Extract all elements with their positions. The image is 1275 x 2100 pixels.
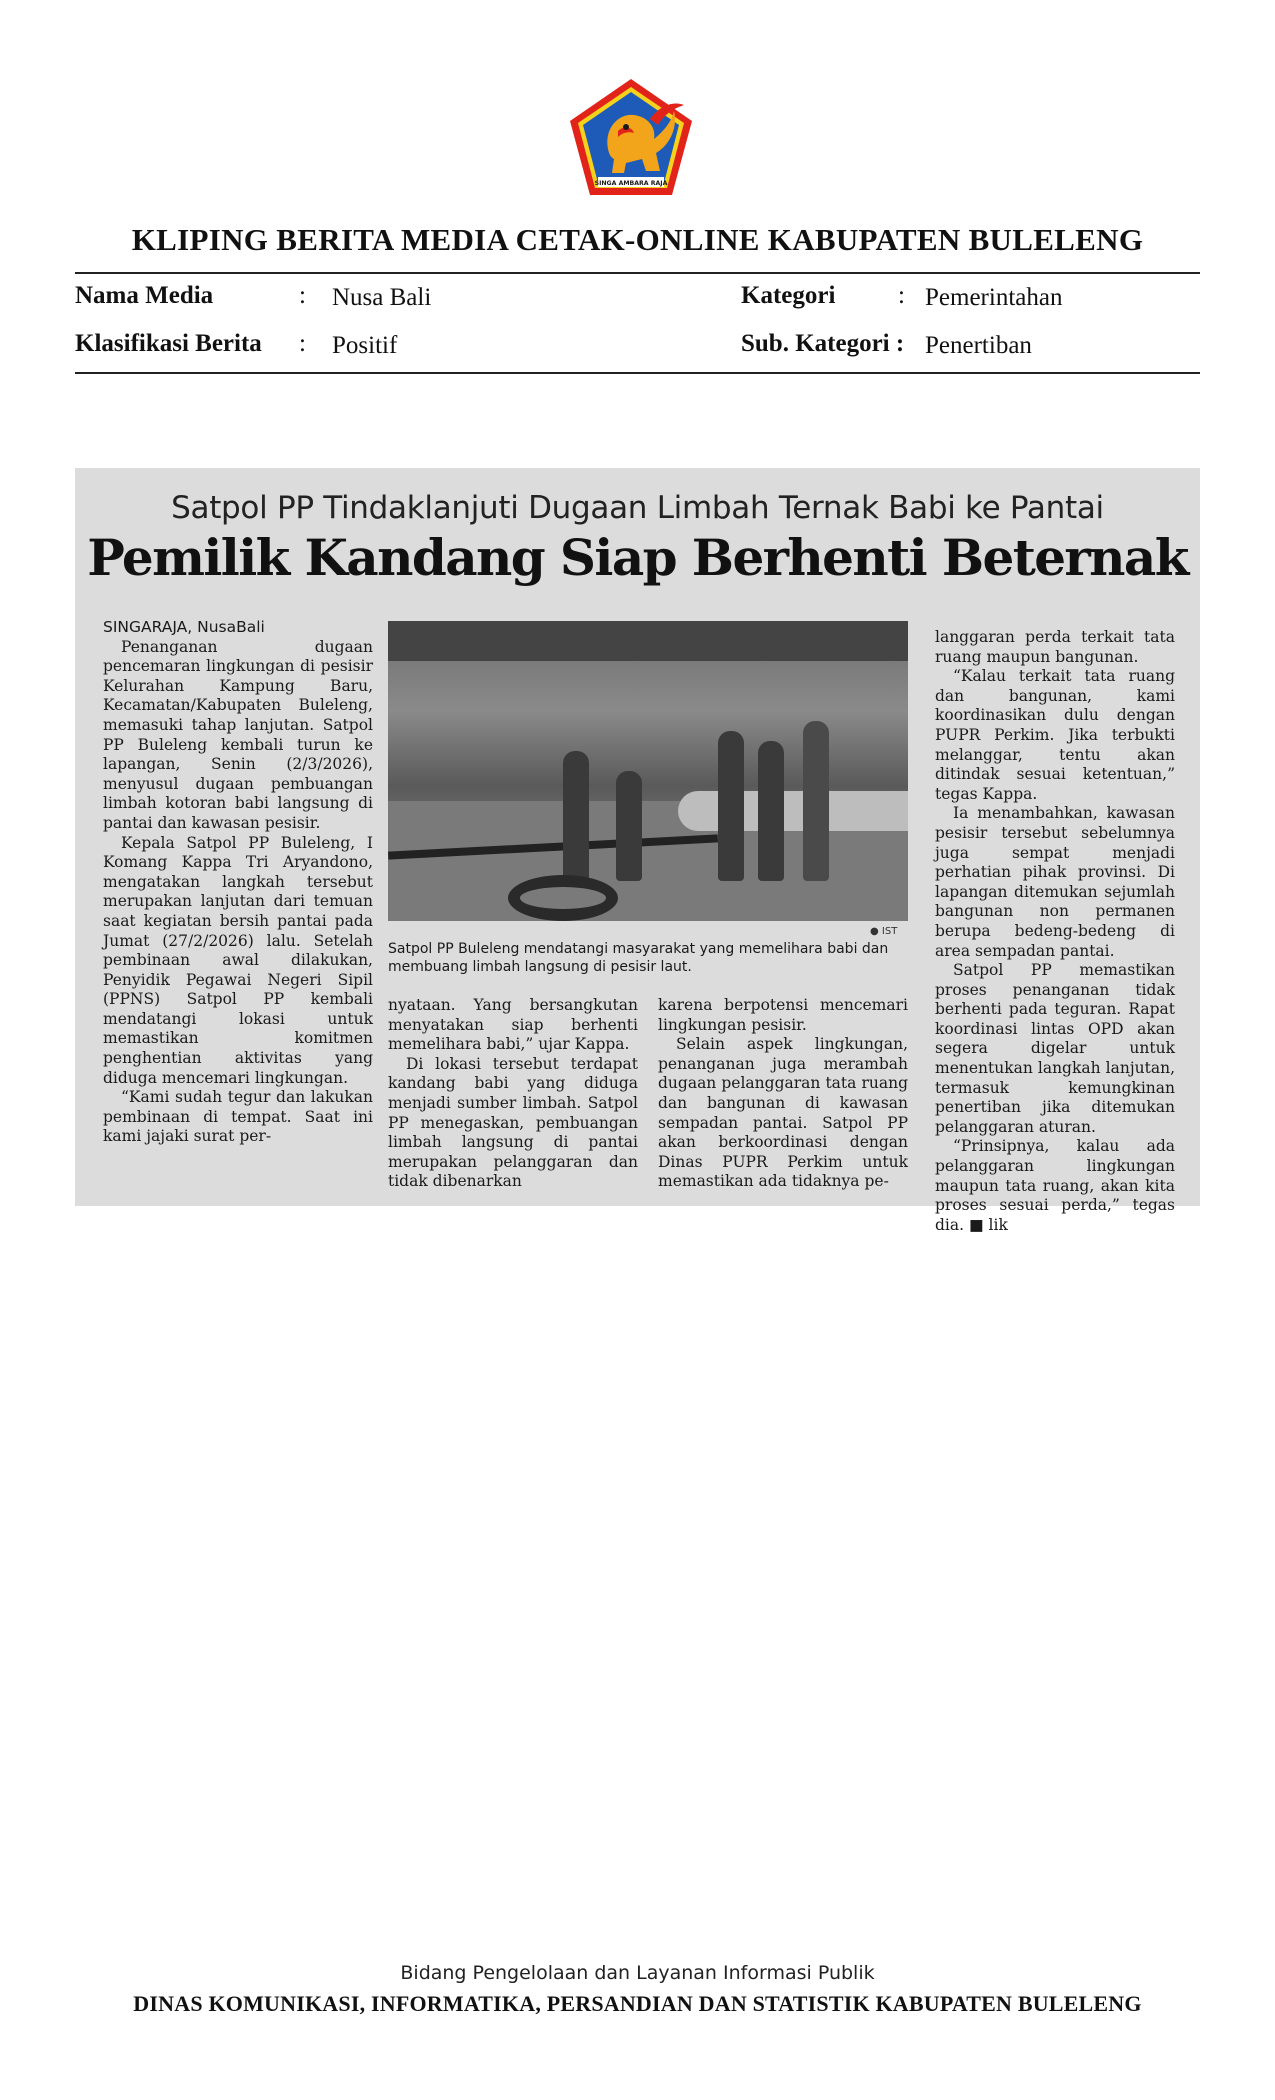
media-colon: : bbox=[299, 282, 306, 309]
column-4-paragraph: Ia menambahkan, kawasan pesisir tersebut sebelumnya juga sempat menjadi perhatian pihak provinsi. Di lapangan ditemukan sejumlah bangunan non permanen berupa bedeng-bedeng di area sempadan pantai. bbox=[935, 804, 1175, 960]
photo-boat-shape bbox=[678, 791, 908, 831]
photo-person-shape bbox=[803, 721, 829, 881]
column-1-paragraph: Kepala Satpol PP Buleleng, I Komang Kappa Tri Aryandono, mengatakan langkah tersebut merupakan lanjutan dari temuan saat kegiatan bersih pantai pada Jumat (27/2/2026) lalu. Setelah pembinaan awal dilakukan, Penyidik Pegawai Negeri Sipil (PPNS) Satpol PP kembali mendatangi lokasi untuk memastikan komitmen penghentian aktivitas yang diduga mencemari lingkungan. bbox=[103, 833, 373, 1087]
article-column-4 bbox=[935, 628, 1175, 1235]
column-2-paragraph: nyataan. Yang bersangkutan menyatakan siap berhenti memelihara babi,” ujar Kappa. bbox=[388, 996, 638, 1054]
logo-text: SINGA AMBARA RAJA bbox=[594, 180, 668, 187]
column-1-paragraph: Penanganan dugaan pencemaran lingkungan di pesisir Kelurahan Kampung Baru, Kecamatan/Kabupaten Buleleng, memasuki tahap lanjutan. Satpol PP Buleleng kembali turun ke lapangan, Senin (2/3/2026), menyusul dugaan pembuangan limbah kotoran babi langsung di pantai dan kawasan pesisir. bbox=[103, 637, 373, 832]
media-value: Nusa Bali bbox=[332, 284, 432, 311]
klasifikasi-label: Klasifikasi Berita bbox=[75, 330, 262, 357]
column-3-paragraph: karena berpotensi mencemari lingkungan pesisir. bbox=[658, 996, 908, 1034]
photo-person-shape bbox=[616, 771, 642, 881]
photo-person-shape bbox=[563, 751, 589, 881]
article-dateline: SINGARAJA, NusaBali bbox=[103, 618, 265, 636]
photo-roof-shape bbox=[388, 621, 908, 661]
column-4-paragraph: Satpol PP memastikan proses penanganan tidak berhenti pada teguran. Rapat koordinasi lintas OPD akan segera digelar untuk menentukan langkah lanjutan, termasuk kemungkinan penertiban jika ditemukan pelanggaran aturan. bbox=[935, 961, 1175, 1136]
article-column-3 bbox=[658, 996, 908, 1192]
photo-credit: ● IST bbox=[870, 926, 898, 937]
photo-person-shape bbox=[758, 741, 784, 881]
kategori-colon: : bbox=[898, 282, 905, 309]
klasifikasi-colon: : bbox=[299, 330, 306, 357]
footer-department: Bidang Pengelolaan dan Layanan Informasi Publik bbox=[400, 1962, 875, 1984]
photo-person-shape bbox=[718, 731, 744, 881]
media-label: Nama Media bbox=[75, 282, 214, 309]
newspaper-clipping bbox=[75, 468, 1200, 1234]
column-1-paragraph: “Kami sudah tegur dan lakukan pembinaan di tempat. Saat ini kami jajaki surat per- bbox=[103, 1088, 373, 1146]
footer-agency: DINAS KOMUNIKASI, INFORMATIKA, PERSANDIAN DAN STATISTIK KABUPATEN BULELENG bbox=[133, 1991, 1142, 2016]
document-title: KLIPING BERITA MEDIA CETAK-ONLINE KABUPATEN BULELENG bbox=[131, 222, 1144, 257]
photo-tyre-shape bbox=[508, 875, 618, 921]
article-headline: Pemilik Kandang Siap Berhenti Beternak bbox=[87, 528, 1188, 587]
article-column-2 bbox=[388, 996, 638, 1192]
singa-ambara-raja-logo bbox=[564, 75, 698, 201]
bottom-divider bbox=[75, 372, 1200, 374]
article-photo bbox=[388, 621, 908, 921]
article-column-1 bbox=[103, 618, 373, 1147]
subkategori-value: Penertiban bbox=[925, 332, 1032, 359]
column-3-paragraph: Selain aspek lingkungan, penanganan juga merambah dugaan pelanggaran tata ruang dan bangunan di kawasan sempadan pantai. Satpol PP akan berkoordinasi dengan Dinas PUPR Perkim untuk memastikan ada tidaknya pe- bbox=[658, 1035, 908, 1191]
column-4-paragraph: “Kalau terkait tata ruang dan bangunan, kami koordinasikan dulu dengan PUPR Perkim. Jika terbukti melanggar, tentu akan ditindak sesuai ketentuan,” tegas Kappa. bbox=[935, 667, 1175, 803]
column-2-paragraph: Di lokasi tersebut terdapat kandang babi yang diduga menjadi sumber limbah. Satpol PP menegaskan, pembuangan limbah langsung di pantai merupakan pelanggaran dan tidak dibenarkan bbox=[388, 1054, 638, 1191]
klasifikasi-value: Positif bbox=[332, 332, 398, 359]
photo-caption: Satpol PP Buleleng mendatangi masyarakat yang memelihara babi dan membuang limbah langsung di pesisir laut. bbox=[388, 941, 889, 975]
column-4-paragraph: “Prinsipnya, kalau ada pelanggaran lingkungan maupun tata ruang, akan kita proses sesuai perda,” tegas dia. ■ lik bbox=[935, 1137, 1175, 1234]
kategori-label: Kategori bbox=[741, 282, 836, 309]
article-kicker: Satpol PP Tindaklanjuti Dugaan Limbah Ternak Babi ke Pantai bbox=[171, 490, 1104, 526]
subkategori-label: Sub. Kategori : bbox=[741, 330, 905, 357]
top-divider bbox=[75, 272, 1200, 274]
column-4-paragraph: langgaran perda terkait tata ruang maupun bangunan. bbox=[935, 628, 1175, 666]
kategori-value: Pemerintahan bbox=[925, 284, 1063, 311]
